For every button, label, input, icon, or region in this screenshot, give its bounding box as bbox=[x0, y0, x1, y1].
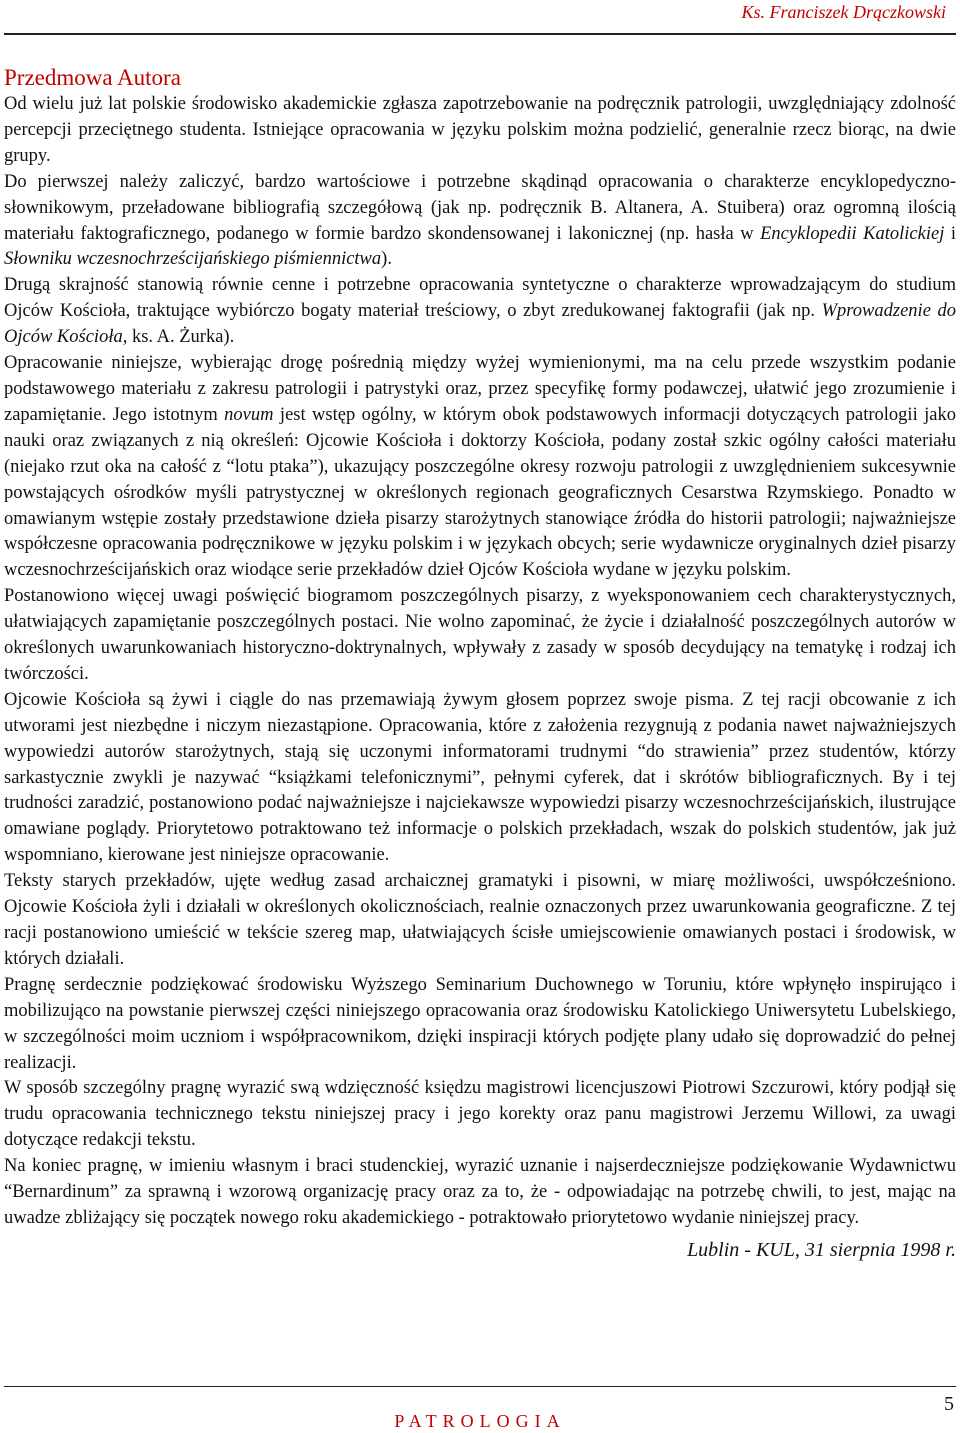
paragraph-thanks-editors: W sposób szczególny pragnę wyrazić swą wdzięczność księdzu magistrowi licencjuszowi Piotrowi Szczurowi, który podjął się trudu opracowania technicznego tekstu niniejszej pracy i jego korekty oraz panu magistrowi Jerzemu Willowi, za uwagi dotyczące redakcji tekstu. bbox=[4, 1078, 956, 1151]
paragraph-approach bbox=[4, 351, 956, 584]
paragraph-text: i bbox=[944, 223, 957, 244]
paragraph-biograms: Postanowiono więcej uwagi poświęcić biogramom poszczególnych pisarzy, z wyeksponowaniem cech charakterystycznych, ułatwiających zapamiętanie poszczególnych postaci. Nie wolno zapominać, że życie i działalność poszczególnych autorów w określonych uwarunkowaniach historyczno-doktrynalnych, wpływały z zasady w sposób decydujący na tematykę i rodzaj ich twórczości. bbox=[4, 586, 956, 684]
running-header-author: Ks. Franciszek Drączkowski bbox=[741, 2, 946, 22]
paragraph-text: Opracowanie niniejsze, wybierając drogę pośrednią między wyżej wymienionymi, ma na celu przede wszystkim podanie podstawowego materiału z zakresu patrologii i patrystyki oraz, przez specyfikę formy podawczej, ułatwić jego zrozumienie i zapamiętanie. Jego istotnym bbox=[4, 353, 956, 425]
paragraph-church-fathers: Ojcowie Kościoła są żywi i ciągle do nas przemawiają żywym głosem poprzez swoje pisma. Z tej racji obcowanie z ich utworami jest niezbędne i niczym niezastąpione. Opracowania, które z założenia rezygnują z podania nawet najważniejszych wypowiedzi autorów starożytnych, stają się uczonymi informatorami trudnymi “do strawienia” przez studentów, którzy sarkastycznie zwykli je nazywać “książkami telefonicznymi”, pełnymi cyferek, dat i skrótów bibliograficznych. By i tej trudności zaradzić, postanowiono podać najważniejsze i najciekawsze wypowiedzi pisarzy wczesnochrześcijańskich, ilustrujące omawiane poglądy. Priorytetowo potraktowano też informacje o polskich przekładach, wszak do polskich studentów, jak już wspomniano, kierowane jest niniejsze opracowanie. bbox=[4, 689, 956, 866]
paragraph-second-group bbox=[4, 273, 956, 351]
section-title: Przedmowa Autora bbox=[4, 65, 181, 90]
citation-encyclopedia: Encyklopedii Katolickiej bbox=[760, 223, 945, 244]
paragraph-text: jest wstęp ogólny, w którym obok podstawowych informacji dotyczących patrologii jako nauki oraz związanych z nią określeń: Ojcowie Kościoła i doktorzy Kościoła, podany został szkic ogólny całości materiału (niejako rzut oka na całość z “lotu ptaka”), ukazujący poszczególne okresy rozwoju patrologii z uwzględnieniem sukcesywnie powstających ośrodków myśli patrystycznej w określonych regionach geograficznych Cesarstwa Rzymskiego. Ponadto w omawianym wstępie zostały przedstawione dzieła pisarzy starożytnych stanowiące źródła do historii patrologii; najważniejsze współczesne opracowania podręcznikowe w języku polskim i w językach obcych; serie wydawnicze oryginalnych dzieł pisarzy wczesnochrześcijańskich oraz wiodące serie przekładów dzieł Ojców Kościoła wydane w języku polskim. bbox=[4, 404, 956, 581]
paragraph-text: ks. A. Żurka). bbox=[127, 327, 235, 348]
paragraph-thanks-seminary: Pragnę serdecznie podziękować środowisku Wyższego Seminarium Duchownego w Toruniu, które wpłynęło inspirująco i mobilizująco na powstanie pierwszej części niniejszego opracowania oraz środowisku Katolickiego Uniwersytetu Lubelskiego, w szczególności moim uczniom i współpracownikom, dzięki inspiracji których podjęte plany udało się doprowadzić do pełnej realizacji. bbox=[4, 974, 956, 1073]
page-number: 5 bbox=[944, 1393, 954, 1415]
header-divider bbox=[4, 33, 956, 35]
document-body bbox=[4, 64, 956, 1264]
emphasis-novum: novum bbox=[224, 404, 274, 425]
paragraph-thanks-publisher: Na koniec pragnę, w imieniu własnym i braci studenckiej, wyrazić uznanie i najserdeczniejsze podziękowanie Wydawnictwu “Bernardinum” za sprawną i wzorową organizację pracy oraz za to, że - odpowiadając na potrzebę chwili, to jest, mając na uwadze zbliżający się początek nowego roku akademickiego - potraktowało priorytetowo wydanie niniejszej pracy. bbox=[4, 1156, 956, 1228]
signature-place-date: Lublin - KUL, 31 sierpnia 1998 r. bbox=[687, 1238, 956, 1261]
paragraph-first-group bbox=[4, 170, 956, 274]
paragraph-text: Drugą skrajność stanowią równie cenne i potrzebne opracowania syntetyczne o charakterze wprowadzającym do studium Ojców Kościoła, traktujące wybiórczo bogaty materiał treściowy, o zbyt zredukowanej faktografii (jak np. bbox=[4, 275, 956, 322]
paragraph-text: Do pierwszej należy zaliczyć, bardzo wartościowe i potrzebne skądinąd opracowania o charakterze encyklopedyczno-słownikowym, przeładowane bibliografią szczegółową (jak np. podręcznik B. Altanera, A. Stuibera) oraz ogromną ilością materiału faktograficznego, podanego w formie bardzo skondensowanej i lakonicznej (np. hasła w bbox=[4, 171, 956, 244]
footer-divider bbox=[4, 1386, 956, 1387]
paragraph-translations: Teksty starych przekładów, ujęte według zasad archaicznej gramatyki i pisowni, w miarę możliwości, uwspółcześniono. Ojcowie Kościoła żyli i działali w określonych okolicznościach, realnie oznaczonych przez uwarunkowania geograficzne. Z tej racji postanowiono umieścić w tekście szereg map, ułatwiających ścisłe umiejscowienie omawianych postaci i środowisk, w których działali. bbox=[4, 871, 956, 969]
paragraph-text: ). bbox=[381, 249, 392, 270]
citation-introduction: Wprowadzenie do Ojców Kościoła, bbox=[4, 301, 956, 348]
paragraph-intro: Od wielu już lat polskie środowisko akademickie zgłasza zapotrzebowanie na podręcznik patrologii, uwzględniający zdolność percepcji przeciętnego studenta. Istniejące opracowania w języku polskim można podzielić, generalnie rzecz biorąc, na dwie grupy. bbox=[4, 94, 956, 166]
citation-dictionary: Słowniku wczesnochrześcijańskiego piśmiennictwa bbox=[4, 249, 382, 270]
running-footer-title: PATROLOGIA bbox=[394, 1411, 566, 1431]
